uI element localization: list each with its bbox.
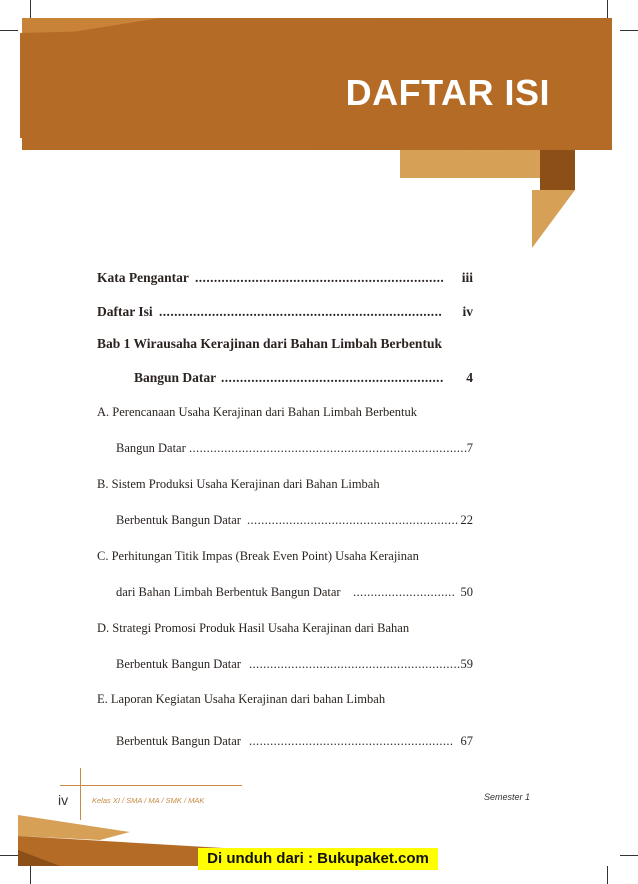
toc-entry xyxy=(97,689,473,709)
dot-leader: ............................................................ xyxy=(247,513,459,527)
toc-entry xyxy=(97,302,473,322)
toc-label: E. Laporan Kegiatan Usaha Kerajinan dari bahan Limbah xyxy=(97,692,386,706)
toc-entry xyxy=(97,474,473,494)
download-source-banner: Di unduh dari : Bukupaket.com xyxy=(198,848,438,870)
footer-rule xyxy=(60,785,242,786)
toc-label: dari Bahan Limbah Berbentuk Bangun Datar xyxy=(116,585,341,599)
toc-label: Bab 1 Wirausaha Kerajinan dari Bahan Limbah Berbentuk xyxy=(97,336,442,351)
dot-leader: ............................. xyxy=(353,585,456,599)
toc-page: iv xyxy=(462,304,473,319)
semester-label: Semester 1 xyxy=(483,792,530,802)
toc-entry xyxy=(97,731,473,751)
toc-entry xyxy=(97,510,473,530)
toc-label: Bangun Datar xyxy=(134,370,217,385)
toc-label: Berbentuk Bangun Datar xyxy=(116,513,241,527)
toc-label: A. Perencanaan Usaha Kerajinan dari Bahan Limbah Berbentuk xyxy=(97,405,418,419)
dot-leader: ............................................................ xyxy=(249,657,461,671)
toc-label: Berbentuk Bangun Datar xyxy=(116,734,241,748)
toc-page: 50 xyxy=(460,585,473,599)
crop-mark xyxy=(607,866,608,884)
class-info: Kelas XI / SMA / MA / SMK / MAK xyxy=(92,796,205,805)
toc-entry xyxy=(97,654,473,674)
dot-leader: .......................................................... xyxy=(249,734,454,748)
dot-leader: ............................................................................... xyxy=(189,441,468,455)
toc-entry xyxy=(97,582,473,602)
toc-entry xyxy=(97,334,473,354)
toc-entry xyxy=(97,368,473,388)
toc-label: B. Sistem Produksi Usaha Kerajinan dari Bahan Limbah xyxy=(97,477,380,491)
toc-page: iii xyxy=(461,270,473,285)
toc-label: D. Strategi Promosi Produk Hasil Usaha Kerajinan dari Bahan xyxy=(97,621,410,635)
toc-label: C. Perhitungan Titik Impas (Break Even Point) Usaha Kerajinan xyxy=(97,549,419,563)
toc-page: 7 xyxy=(466,441,473,455)
toc-label: Berbentuk Bangun Datar xyxy=(116,657,241,671)
toc-page: 67 xyxy=(460,734,473,748)
toc-label: Bangun Datar xyxy=(116,441,186,455)
crop-mark xyxy=(30,866,31,884)
toc-label: Daftar Isi xyxy=(97,304,153,319)
header-ribbon xyxy=(0,0,638,260)
toc-entry xyxy=(97,402,473,422)
toc-page: 59 xyxy=(460,657,473,671)
toc-label: Kata Pengantar xyxy=(97,270,189,285)
toc-page: 4 xyxy=(466,370,473,385)
toc-entry xyxy=(97,268,473,288)
dot-leader: ........................................................... xyxy=(221,370,444,385)
dot-leader: ........................................................................... xyxy=(159,304,443,319)
toc-entry xyxy=(97,546,473,566)
toc-entry xyxy=(97,438,473,458)
page-number: iv xyxy=(58,792,69,808)
crop-mark xyxy=(620,855,638,856)
dot-leader: .................................................................. xyxy=(195,270,445,285)
toc-entry xyxy=(97,618,473,638)
page-title: DAFTAR ISI xyxy=(345,72,550,113)
toc-page: 22 xyxy=(460,513,473,527)
